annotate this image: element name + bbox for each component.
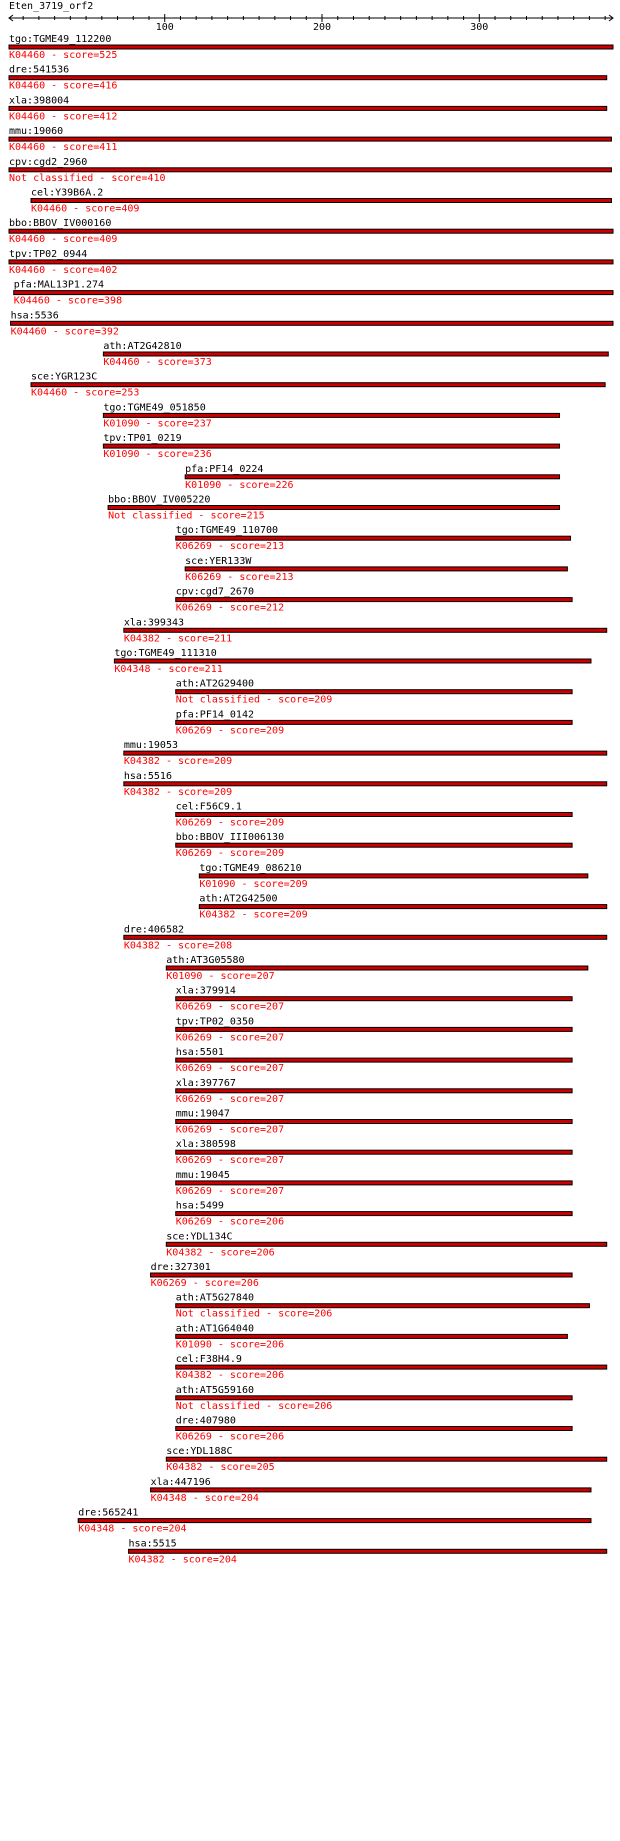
hit-annotation: K06269 - score=207 — [175, 1032, 285, 1044]
hit-bar — [9, 137, 611, 141]
hit-row — [9, 218, 613, 245]
hit-annotation: K04460 - score=398 — [13, 295, 123, 307]
hit-row — [9, 95, 607, 122]
hit-bar — [124, 935, 607, 939]
hit-bar — [176, 1427, 572, 1431]
hit-name: tgo:TGME49_111310 — [114, 648, 217, 659]
hit-name: sce:YER133W — [185, 555, 252, 567]
hit-bar — [124, 751, 607, 755]
hit-bar — [176, 1027, 572, 1031]
hit-row — [9, 249, 613, 276]
hit-name: mmu:19053 — [123, 740, 179, 752]
hit-name: dre:406582 — [123, 924, 185, 936]
hit-bar — [9, 260, 613, 264]
hit-annotation: K04460 - score=402 — [9, 264, 118, 276]
hit-annotation: K04460 - score=411 — [9, 142, 118, 154]
hit-list — [9, 34, 613, 1565]
hit-bar — [9, 229, 613, 233]
hit-row — [199, 863, 588, 890]
hit-annotation: K01090 - score=236 — [103, 449, 212, 461]
hit-name: bbo:BBOV_III006130 — [175, 832, 285, 844]
hit-row — [176, 525, 571, 552]
hit-bar — [31, 383, 605, 387]
hit-name: cel:F56C9.1 — [175, 801, 242, 813]
hit-row — [176, 1416, 572, 1443]
hit-annotation: K04382 - score=209 — [123, 756, 233, 768]
hit-bar — [176, 843, 572, 847]
hit-annotation: Not classified - score=410 — [9, 172, 166, 184]
hit-name: cel:Y39B6A.2 — [31, 187, 104, 199]
hit-row — [185, 464, 559, 491]
sequence-axis — [9, 14, 613, 33]
hit-row — [11, 310, 613, 337]
hit-bar — [14, 291, 613, 295]
hit-annotation: K01090 - score=207 — [166, 971, 275, 982]
hit-row — [114, 648, 591, 675]
hit-bar — [185, 475, 559, 479]
hit-bar — [9, 76, 607, 80]
hit-row — [124, 924, 607, 951]
hit-row — [9, 126, 611, 153]
hit-annotation: K06269 - score=206 — [150, 1278, 259, 1289]
hit-row — [176, 679, 572, 706]
hit-annotation: K04382 - score=206 — [166, 1247, 275, 1259]
hit-name: dre:541536 — [9, 64, 70, 76]
hit-name: mmu:19060 — [9, 126, 64, 138]
hit-annotation: Not classified - score=206 — [175, 1400, 333, 1412]
hit-annotation: K04460 - score=409 — [31, 203, 140, 215]
hit-annotation: K04348 - score=204 — [78, 1523, 187, 1535]
axis-tick-label: 300 — [470, 22, 489, 33]
hit-name: ath:AT1G64040 — [175, 1323, 255, 1335]
hit-bar — [176, 1150, 572, 1154]
hit-annotation: K04382 - score=209 — [199, 909, 308, 921]
hit-row — [176, 709, 572, 736]
hit-annotation: K04382 - score=205 — [166, 1462, 275, 1474]
hit-annotation: Not classified - score=215 — [108, 510, 265, 522]
hit-bar — [151, 1273, 573, 1277]
hit-name: xla:379914 — [175, 985, 236, 997]
hit-bar — [176, 1396, 572, 1400]
hit-bar — [78, 1519, 591, 1523]
hit-annotation: K06269 - score=209 — [175, 725, 285, 737]
hit-row — [124, 617, 607, 644]
hit-name: pfa:PF14_0142 — [175, 709, 255, 721]
hit-annotation: K04382 - score=209 — [123, 786, 233, 798]
hit-name: xla:399343 — [123, 617, 185, 629]
hit-annotation: K06269 - score=209 — [175, 848, 285, 860]
hit-row — [9, 157, 611, 184]
hit-bar — [166, 1457, 606, 1461]
hit-bar — [176, 1212, 572, 1216]
hit-name: cel:F38H4.9 — [175, 1354, 242, 1366]
hit-row — [176, 1047, 572, 1074]
hit-row — [176, 1109, 572, 1136]
hit-row — [199, 894, 606, 921]
hit-annotation: K06269 - score=207 — [175, 1093, 285, 1105]
hit-name: hsa:5516 — [123, 770, 172, 782]
hit-bar — [129, 1549, 607, 1553]
hit-annotation: K06269 - score=206 — [175, 1216, 285, 1228]
hit-row — [166, 955, 588, 982]
hit-bar — [124, 628, 607, 632]
hit-annotation: K04460 - score=525 — [9, 50, 118, 61]
hit-name: pfa:PF14_0224 — [185, 463, 264, 475]
hit-bar — [185, 567, 567, 571]
hit-bar — [176, 536, 571, 540]
axis-tick-label: 200 — [312, 22, 332, 33]
hit-bar — [176, 1089, 572, 1093]
hit-name: xla:380598 — [175, 1139, 236, 1151]
hit-name: tpv:TP01_0219 — [103, 433, 182, 445]
hit-row — [176, 802, 572, 829]
hit-bar — [176, 690, 572, 694]
hit-bar — [9, 106, 607, 110]
hit-annotation: K06269 - score=207 — [175, 1155, 285, 1167]
hit-row — [9, 65, 607, 92]
hit-bar — [176, 997, 572, 1001]
hit-annotation: K04382 - score=204 — [128, 1554, 237, 1566]
hit-name: ath:AT2G42810 — [103, 341, 182, 352]
hit-name: ath:AT5G59160 — [175, 1384, 255, 1396]
hit-row — [176, 1201, 572, 1228]
hit-annotation: K06269 - score=207 — [175, 1124, 285, 1136]
hit-row — [151, 1477, 591, 1504]
hit-bar — [176, 598, 572, 602]
hit-row — [151, 1262, 573, 1289]
hit-annotation: K06269 - score=207 — [175, 1185, 285, 1197]
hit-annotation: Not classified - score=206 — [175, 1308, 333, 1320]
hit-row — [176, 1078, 572, 1105]
hit-annotation: K04460 - score=373 — [103, 357, 212, 368]
hit-row — [124, 771, 607, 798]
hit-name: hsa:5499 — [175, 1200, 224, 1212]
hit-name: xla:447196 — [150, 1476, 211, 1488]
hit-bar — [166, 966, 588, 970]
hit-bar — [176, 1334, 568, 1338]
hit-name: ath:AT2G42500 — [199, 893, 278, 905]
hit-name: dre:327301 — [150, 1262, 211, 1273]
hit-bar — [9, 168, 611, 172]
hit-bar — [176, 1365, 607, 1369]
hit-row — [176, 832, 572, 859]
diagram-title: Eten_3719_orf2 — [9, 1, 94, 12]
hit-row — [31, 188, 611, 215]
hit-bar — [176, 1058, 572, 1062]
hit-name: hsa:5501 — [175, 1047, 224, 1059]
hit-annotation: Not classified - score=209 — [175, 694, 333, 706]
hit-name: mmu:19047 — [175, 1108, 230, 1120]
hit-bar — [103, 444, 559, 448]
hit-annotation: K04348 - score=211 — [114, 664, 223, 675]
hit-bar — [103, 413, 559, 417]
hit-annotation: K04348 - score=204 — [150, 1492, 259, 1504]
hit-annotation: K06269 - score=213 — [185, 571, 294, 583]
hit-bar — [103, 352, 608, 356]
hit-annotation: K04382 - score=211 — [123, 633, 233, 645]
hit-bar — [108, 506, 559, 510]
hit-bar — [151, 1488, 591, 1492]
hit-annotation: K04460 - score=409 — [9, 234, 118, 246]
hit-bar — [176, 720, 572, 724]
hit-row — [176, 1354, 607, 1381]
hit-name: mmu:19045 — [175, 1169, 230, 1181]
hit-row — [176, 587, 572, 614]
hit-name: xla:397767 — [175, 1077, 236, 1089]
hit-name: hsa:5515 — [128, 1538, 177, 1550]
hit-row — [103, 433, 559, 460]
hit-name: tpv:TP02_0944 — [9, 248, 88, 260]
hit-name: dre:565241 — [78, 1507, 139, 1519]
hit-row — [185, 556, 567, 583]
hit-annotation: K06269 - score=206 — [175, 1431, 285, 1443]
hit-annotation: K01090 - score=226 — [185, 479, 294, 491]
hit-name: tpv:TP02_0350 — [175, 1016, 255, 1028]
hit-name: sce:YDL134C — [166, 1231, 233, 1243]
hit-annotation: K06269 - score=209 — [175, 817, 285, 829]
hit-row — [103, 341, 608, 368]
hit-row — [176, 1016, 572, 1043]
hit-annotation: K06269 - score=207 — [175, 1001, 285, 1013]
hit-name: tgo:TGME49_110700 — [175, 525, 279, 537]
hit-annotation: K04460 - score=392 — [10, 326, 119, 338]
hit-name: sce:YDL188C — [166, 1446, 233, 1458]
hit-name: ath:AT2G29400 — [175, 678, 255, 690]
hit-annotation: K04382 - score=206 — [175, 1370, 285, 1382]
axis-tick-label: 100 — [155, 22, 174, 33]
hit-row — [9, 34, 613, 61]
hit-bar — [124, 782, 607, 786]
hit-name: bbo:BBOV_IV000160 — [9, 218, 112, 230]
hit-annotation: K06269 - score=207 — [175, 1063, 285, 1075]
hit-name: xla:398004 — [9, 95, 70, 107]
hit-row — [166, 1446, 606, 1473]
hit-bar — [176, 1181, 572, 1185]
hit-row — [14, 280, 613, 307]
hit-annotation: K04460 - score=253 — [31, 387, 140, 399]
hit-annotation: K04460 - score=416 — [9, 80, 118, 92]
hit-row — [124, 740, 607, 767]
hit-name: pfa:MAL13P1.274 — [13, 279, 105, 291]
hit-bar — [199, 874, 588, 878]
hit-bar — [199, 905, 606, 909]
hit-name: bbo:BBOV_IV005220 — [108, 494, 211, 506]
hit-annotation: K01090 - score=209 — [199, 878, 308, 890]
hit-bar — [176, 1304, 590, 1308]
hit-name: cpv:cgd2_2960 — [9, 156, 88, 168]
hit-name: hsa:5536 — [10, 310, 59, 322]
hit-row — [176, 1293, 590, 1320]
hit-row — [176, 1139, 572, 1166]
hit-bar — [166, 1242, 606, 1246]
hit-name: tgo:TGME49_086210 — [199, 862, 302, 874]
hit-annotation: K04460 - score=412 — [9, 111, 118, 123]
hit-row — [129, 1538, 607, 1565]
hit-name: dre:407980 — [175, 1415, 236, 1427]
hit-row — [176, 1170, 572, 1197]
hit-name: ath:AT5G27840 — [175, 1292, 255, 1304]
hit-row — [176, 1323, 568, 1350]
hit-bar — [176, 813, 572, 817]
hit-bar — [176, 1120, 572, 1124]
hit-annotation: K06269 - score=212 — [175, 602, 285, 614]
hit-annotation: K01090 - score=206 — [175, 1339, 285, 1351]
hit-name: ath:AT3G05580 — [166, 955, 245, 966]
hit-bar — [11, 321, 613, 325]
hit-annotation: K04382 - score=208 — [123, 940, 233, 952]
hit-bar — [31, 199, 611, 203]
hit-name: cpv:cgd7_2670 — [175, 586, 255, 598]
hit-name: sce:YGR123C — [31, 371, 98, 383]
hit-bar — [114, 659, 591, 663]
hit-row — [78, 1508, 591, 1535]
hit-row — [166, 1231, 606, 1258]
hit-bar — [9, 45, 613, 49]
hit-name: tgo:TGME49_112200 — [9, 34, 112, 45]
hit-row — [108, 495, 559, 522]
hit-row — [103, 402, 559, 429]
hit-row — [31, 372, 605, 399]
hit-row — [176, 1385, 572, 1412]
hit-name: tgo:TGME49_051850 — [103, 402, 206, 414]
hit-row — [176, 986, 572, 1013]
hit-annotation: K01090 - score=237 — [103, 418, 212, 430]
hit-annotation: K06269 - score=213 — [175, 541, 285, 553]
